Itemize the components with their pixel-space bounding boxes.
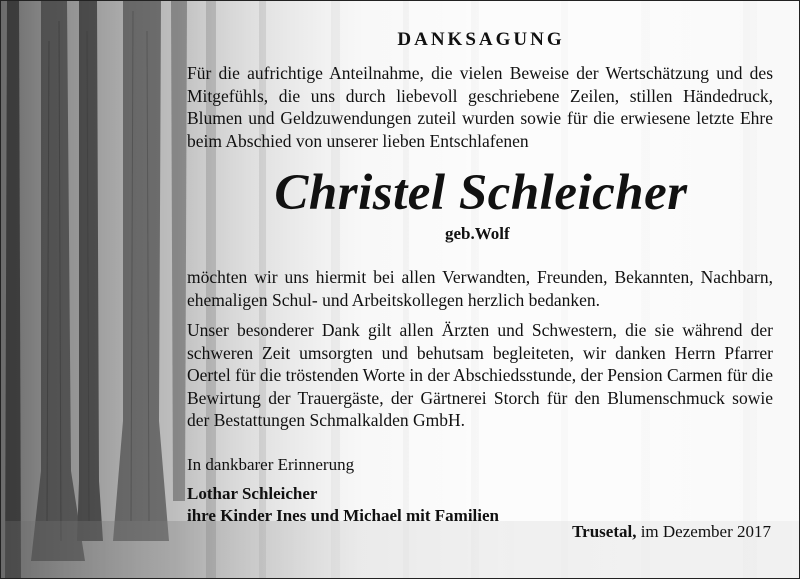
signer-line: ihre Kinder Ines und Michael mit Familien (187, 506, 499, 525)
maiden-name: geb.Wolf (445, 224, 510, 243)
intro-paragraph: Für die aufrichtige Anteilnahme, die vielen Beweise der Wertschätzung und des Mitgefühls, die uns durch liebevoll geschriebene Zeilen, stillen Händedruck, Blumen und Geldzuwendungen zuteil wurden sowie für die erwiesene letzte Ehre beim Abschied von unserer lieben Entschlafenen (187, 63, 773, 151)
notice-heading: DANKSAGUNG (397, 29, 565, 50)
signers-block (187, 483, 499, 527)
signer-line: Lothar Schleicher (187, 484, 318, 503)
thanks-paragraph: möchten wir uns hiermit bei allen Verwandten, Freunden, Bekannten, Nachbarn, ehemaligen Schul- und Arbeitskollegen herzlich bedanken. (187, 267, 773, 310)
special-thanks-paragraph: Unser besonderer Dank gilt allen Ärzten und Schwestern, die sie während der schweren Zeit umsorgten und behutsam begleiteten, wir danken Herrn Pfarrer Oertel für die tröstenden Worte in der Abschiedsstunde, der Pension Carmen für die Bewirtung der Trauergäste, der Gärtnerei Storch für den Blumenschmuck sowie der Bestattungen Schmalkalden GmbH. (187, 320, 773, 430)
place-city: Trusetal, (572, 522, 637, 541)
place-and-date (572, 522, 771, 542)
notice-text (1, 1, 800, 579)
deceased-name: Christel Schleicher (274, 165, 688, 221)
closing-line: In dankbarer Erinnerung (187, 455, 355, 474)
place-date: im Dezember 2017 (640, 522, 771, 541)
